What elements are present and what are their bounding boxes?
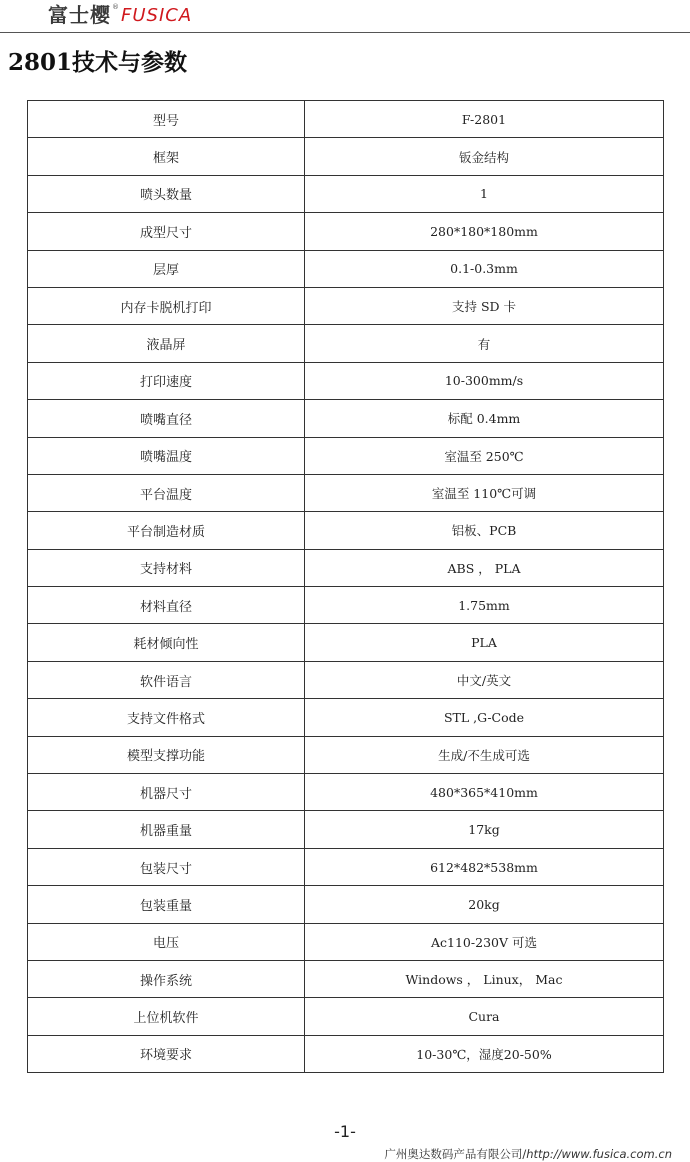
spec-label-cell: 成型尺寸	[28, 213, 305, 250]
spec-value-cell: 0.1-0.3mm	[305, 250, 664, 287]
table-row	[28, 437, 664, 474]
spec-label-cell: 包装尺寸	[28, 848, 305, 885]
spec-value-cell: STL ,G-Code	[305, 699, 664, 736]
spec-value-cell: 20kg	[305, 886, 664, 923]
spec-value-cell: Cura	[305, 998, 664, 1035]
table-row	[28, 774, 664, 811]
spec-value-cell: 室温至 110℃可调	[305, 474, 664, 511]
spec-label-cell: 软件语言	[28, 661, 305, 698]
spec-value-cell: ABS ， PLA	[305, 549, 664, 586]
spec-value-cell: Windows ， Linux， Mac	[305, 960, 664, 997]
spec-label-cell: 支持材料	[28, 549, 305, 586]
spec-value-cell: 中文/英文	[305, 661, 664, 698]
spec-label-cell: 平台制造材质	[28, 512, 305, 549]
spec-value-cell: 支持 SD 卡	[305, 287, 664, 324]
table-row	[28, 848, 664, 885]
page-header	[0, 0, 690, 33]
table-row	[28, 1035, 664, 1072]
spec-value-cell: 有	[305, 325, 664, 362]
table-row	[28, 138, 664, 175]
table-row	[28, 101, 664, 138]
spec-value-cell: 1.75mm	[305, 587, 664, 624]
spec-value-cell: 612*482*538mm	[305, 848, 664, 885]
table-row	[28, 699, 664, 736]
spec-value-cell: Ac110-230V 可选	[305, 923, 664, 960]
spec-label-cell: 耗材倾向性	[28, 624, 305, 661]
table-row	[28, 175, 664, 212]
spec-value-cell: 10-30℃，湿度20-50%	[305, 1035, 664, 1072]
logo-chinese-text: 富士樱	[48, 3, 111, 27]
table-row	[28, 549, 664, 586]
table-row	[28, 624, 664, 661]
spec-label-cell: 上位机软件	[28, 998, 305, 1035]
spec-label-cell: 机器重量	[28, 811, 305, 848]
table-row	[28, 736, 664, 773]
spec-label-cell: 材料直径	[28, 587, 305, 624]
table-row	[28, 362, 664, 399]
logo-english-text: FUSICA	[121, 5, 193, 26]
table-row	[28, 923, 664, 960]
table-row	[28, 998, 664, 1035]
registered-mark: ®	[112, 3, 119, 11]
spec-value-cell: PLA	[305, 624, 664, 661]
table-row	[28, 325, 664, 362]
spec-label-cell: 电压	[28, 923, 305, 960]
table-row	[28, 213, 664, 250]
spec-label-cell: 模型支撑功能	[28, 736, 305, 773]
page-footer	[384, 1146, 672, 1162]
table-row	[28, 250, 664, 287]
spec-value-cell: 铝板、PCB	[305, 512, 664, 549]
spec-label-cell: 内存卡脱机打印	[28, 287, 305, 324]
spec-value-cell: F-2801	[305, 101, 664, 138]
spec-value-cell: 生成/不生成可选	[305, 736, 664, 773]
spec-label-cell: 操作系统	[28, 960, 305, 997]
spec-value-cell: 标配 0.4mm	[305, 400, 664, 437]
spec-label-cell: 层厚	[28, 250, 305, 287]
spec-label-cell: 打印速度	[28, 362, 305, 399]
spec-label-cell: 平台温度	[28, 474, 305, 511]
brand-logo	[48, 3, 192, 27]
spec-label-cell: 机器尺寸	[28, 774, 305, 811]
footer-company: 广州奥达数码产品有限公司/	[384, 1147, 527, 1161]
spec-label-cell: 框架	[28, 138, 305, 175]
spec-table	[27, 100, 664, 1073]
table-row	[28, 512, 664, 549]
table-row	[28, 811, 664, 848]
table-row	[28, 661, 664, 698]
table-row	[28, 400, 664, 437]
spec-value-cell: 钣金结构	[305, 138, 664, 175]
page-title: 2801技术与参数	[8, 49, 188, 76]
spec-value-cell: 280*180*180mm	[305, 213, 664, 250]
spec-value-cell: 17kg	[305, 811, 664, 848]
spec-table-body	[28, 101, 664, 1073]
spec-value-cell: 1	[305, 175, 664, 212]
table-row	[28, 474, 664, 511]
spec-value-cell: 10-300mm/s	[305, 362, 664, 399]
table-row	[28, 960, 664, 997]
spec-label-cell: 支持文件格式	[28, 699, 305, 736]
spec-label-cell: 喷头数量	[28, 175, 305, 212]
spec-label-cell: 喷嘴温度	[28, 437, 305, 474]
footer-url-link[interactable]: http://www.fusica.com.cn	[526, 1147, 672, 1161]
table-row	[28, 587, 664, 624]
table-row	[28, 287, 664, 324]
page-number: -1-	[334, 1122, 356, 1141]
spec-label-cell: 型号	[28, 101, 305, 138]
spec-label-cell: 液晶屏	[28, 325, 305, 362]
spec-label-cell: 环境要求	[28, 1035, 305, 1072]
table-row	[28, 886, 664, 923]
spec-value-cell: 室温至 250℃	[305, 437, 664, 474]
spec-label-cell: 包装重量	[28, 886, 305, 923]
spec-label-cell: 喷嘴直径	[28, 400, 305, 437]
spec-value-cell: 480*365*410mm	[305, 774, 664, 811]
